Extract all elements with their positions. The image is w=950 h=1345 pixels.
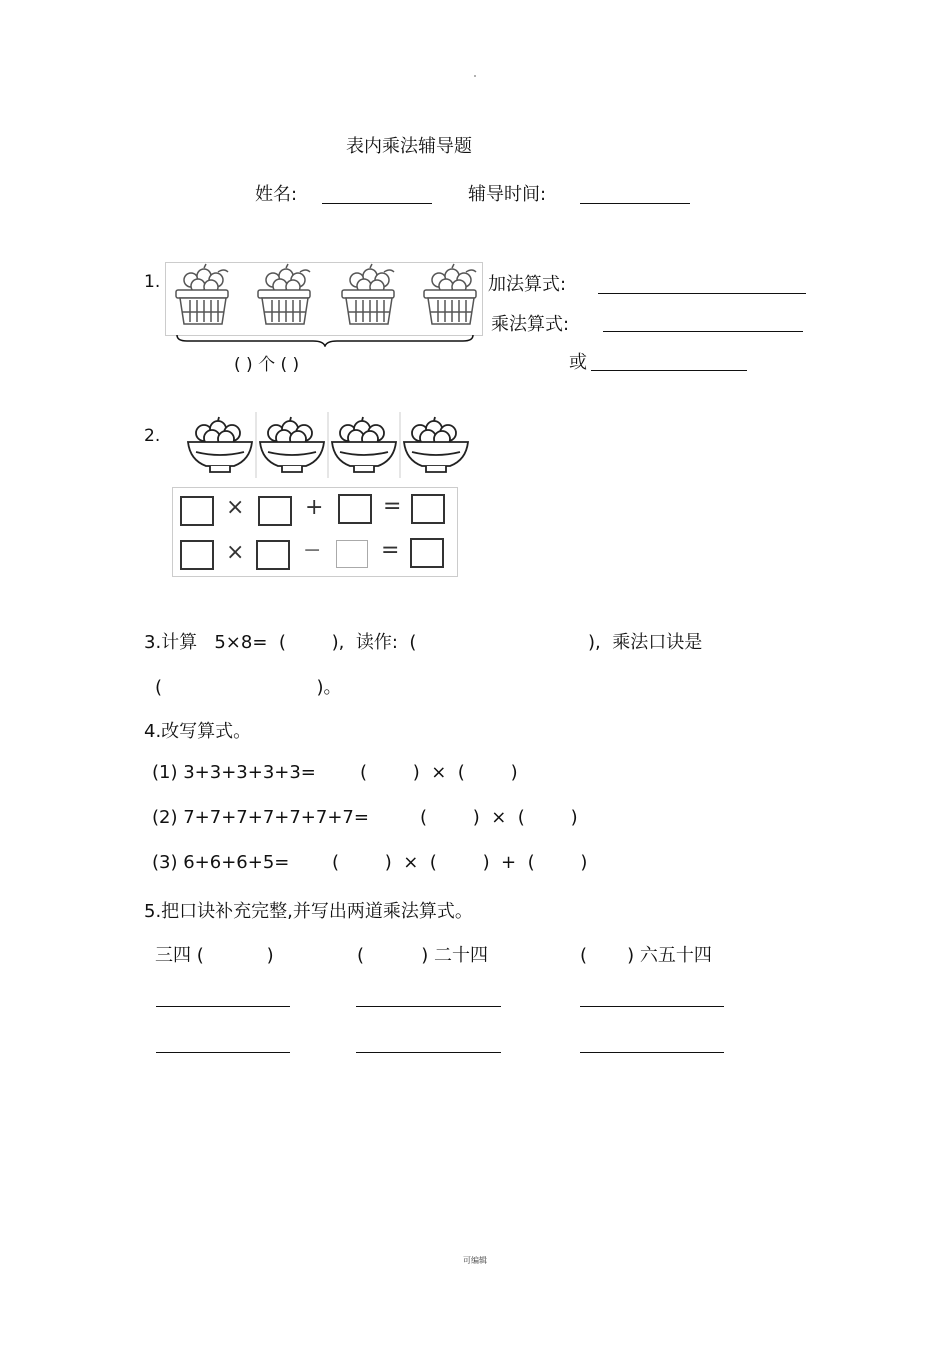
q4-item-label: (3) 6+6+6+5=: [152, 852, 290, 873]
q2-number: 2.: [144, 426, 161, 446]
q1-or-blank[interactable]: [591, 370, 747, 371]
q4-item-label: (2) 7+7+7+7+7+7+7=: [152, 807, 369, 828]
plus-icon: +: [305, 495, 324, 520]
q5-answer-blank[interactable]: [156, 1052, 290, 1053]
equals-icon: =: [381, 538, 400, 563]
q1-add-label: 加法算式:: [488, 274, 567, 295]
q4-title: 4.改写算式。: [144, 721, 252, 742]
q5-answer-blank[interactable]: [356, 1006, 501, 1007]
q2-bowls-image: [184, 410, 474, 480]
footer-text: 可编辑: [463, 1256, 487, 1265]
time-label: 辅导时间:: [468, 184, 547, 205]
q3-line2: ( )。: [155, 677, 342, 698]
times-icon: ×: [226, 540, 245, 565]
page-title: 表内乘法辅导题: [346, 136, 472, 157]
q1-mul-label: 乘法算式:: [491, 314, 570, 335]
equals-icon: =: [383, 494, 402, 519]
q5-answer-blank[interactable]: [580, 1052, 724, 1053]
q5-answer-blank[interactable]: [580, 1006, 724, 1007]
name-blank[interactable]: [322, 203, 432, 204]
q2-answer-box[interactable]: [336, 540, 368, 568]
q3-line1: 3.计算 5×8= ( ), 读作: ( ), 乘法口诀是: [144, 632, 703, 653]
q2-answer-box[interactable]: [338, 494, 372, 524]
q4-item-blank: ( ) × ( ): [420, 807, 578, 828]
q5-item: 三四 ( ): [155, 945, 274, 966]
q1-add-blank[interactable]: [598, 293, 806, 294]
q5-title: 5.把口诀补充完整,并写出两道乘法算式。: [144, 901, 473, 922]
q4-item-label: (1) 3+3+3+3+3=: [152, 762, 316, 783]
q2-answer-box[interactable]: [410, 538, 444, 568]
q1-mul-blank[interactable]: [603, 331, 803, 332]
q5-answer-blank[interactable]: [156, 1006, 290, 1007]
q1-number: 1.: [144, 272, 161, 292]
page-dot: [474, 75, 476, 77]
brace-icon: [175, 333, 475, 347]
q5-answer-blank[interactable]: [356, 1052, 501, 1053]
q2-answer-box[interactable]: [411, 494, 445, 524]
time-blank[interactable]: [580, 203, 690, 204]
q1-brace-caption: ( ) 个 ( ): [234, 355, 300, 375]
minus-icon: −: [303, 538, 322, 563]
q1-or-label: 或: [569, 352, 587, 373]
q2-answer-box[interactable]: [258, 496, 292, 526]
q5-item: ( ) 六五十四: [580, 945, 712, 966]
q2-answer-box[interactable]: [180, 496, 214, 526]
times-icon: ×: [226, 495, 245, 520]
q5-item: ( ) 二十四: [357, 945, 488, 966]
q4-item-blank: ( ) × ( ): [360, 762, 518, 783]
q2-answer-box[interactable]: [256, 540, 290, 570]
q2-answer-box[interactable]: [180, 540, 214, 570]
q1-basket-image: [166, 262, 482, 334]
q4-item-blank: ( ) × ( ) + ( ): [332, 852, 588, 873]
name-label: 姓名:: [255, 184, 298, 205]
